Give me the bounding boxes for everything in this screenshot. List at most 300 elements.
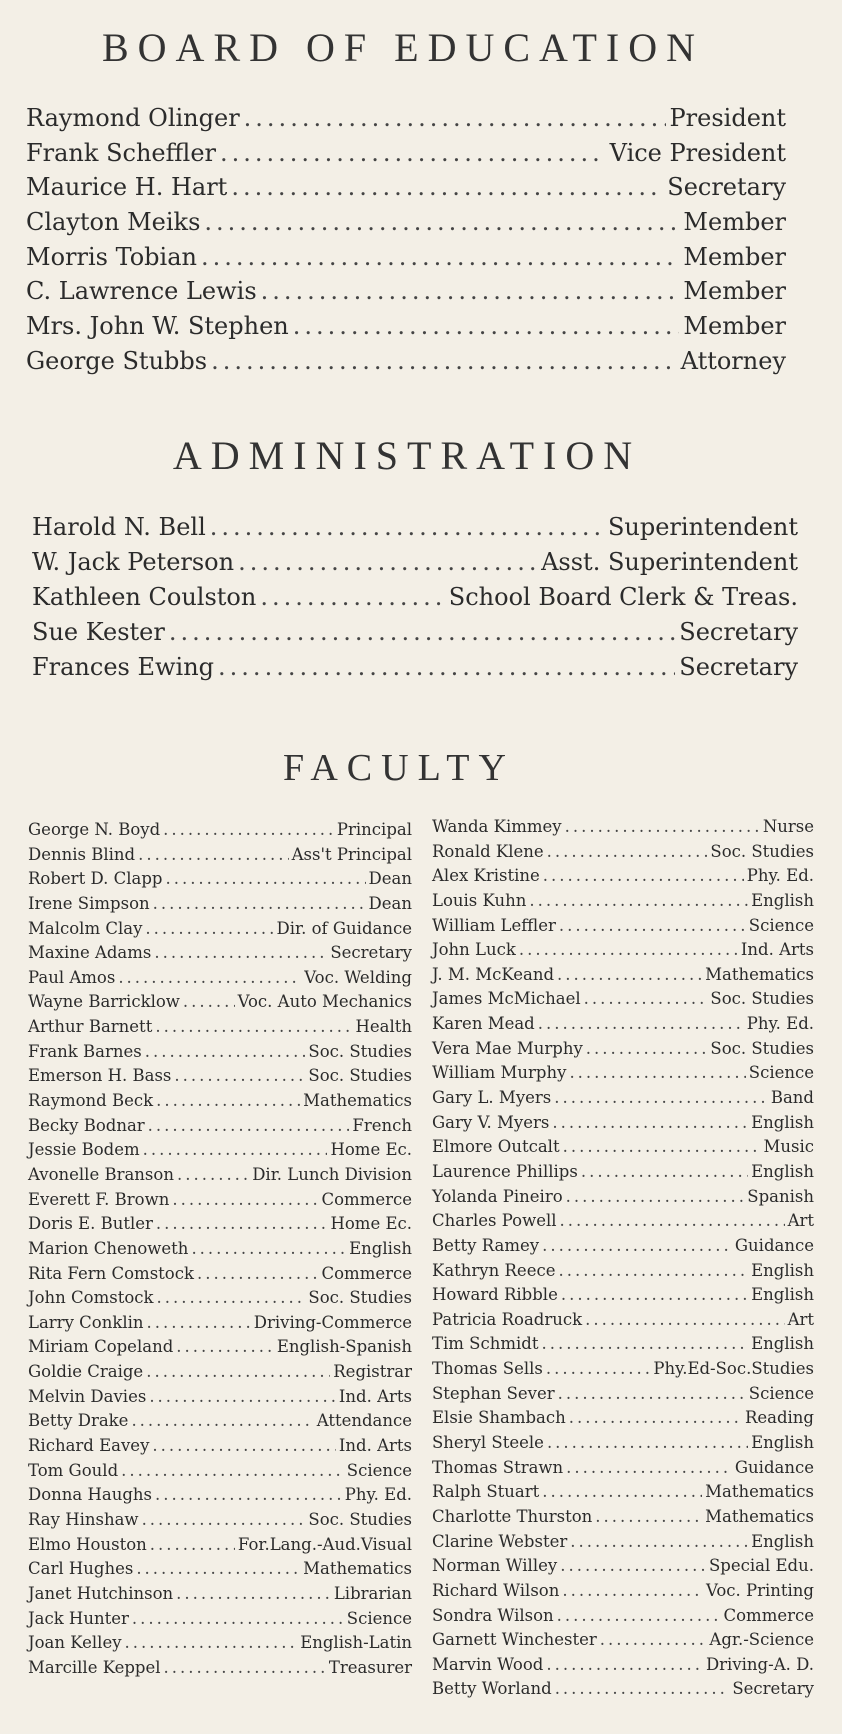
person-name: William Leffler (432, 915, 556, 935)
person-title: Member (683, 277, 786, 306)
dot-leader (557, 1606, 721, 1625)
roster-entry (28, 919, 412, 944)
roster-entry (432, 1630, 814, 1655)
dot-leader (204, 208, 679, 236)
person-title: Art (787, 1309, 814, 1329)
person-title: Phy. Ed. (746, 866, 814, 886)
person-title: Treasurer (328, 1657, 412, 1677)
person-title: Secretary (679, 618, 798, 646)
person-name: Goldie Craige (28, 1362, 144, 1382)
roster-entry (28, 820, 412, 845)
roster-entry (28, 1017, 412, 1042)
roster-entry (28, 845, 412, 870)
person-title: Voc. Printing (705, 1580, 814, 1600)
person-name: Tom Gould (28, 1460, 119, 1480)
person-name: Clayton Meiks (26, 208, 201, 237)
dot-leader (220, 139, 606, 167)
person-name: Dennis Blind (28, 844, 136, 864)
person-title: Mathematics (705, 1506, 814, 1526)
person-name: Irene Simpson (28, 893, 150, 913)
dot-leader (156, 1091, 300, 1110)
dot-leader (581, 1162, 748, 1181)
roster-entry (28, 1485, 412, 1510)
dot-leader (125, 1633, 298, 1652)
dot-leader (138, 845, 289, 864)
roster-entry (28, 1411, 412, 1436)
dot-leader (156, 1214, 328, 1233)
person-name: Betty Drake (28, 1411, 129, 1431)
person-title: Science (346, 1608, 412, 1628)
dot-leader (560, 1556, 706, 1575)
person-title: Commerce (321, 1263, 412, 1283)
person-title: Nurse (762, 817, 814, 836)
roster-entry (432, 1384, 814, 1409)
person-name: Yolanda Pineiro (432, 1186, 563, 1206)
roster-entry (26, 173, 786, 208)
person-title: Mathematics (303, 1559, 412, 1579)
roster-entry (26, 243, 786, 278)
person-title: English (751, 1285, 814, 1305)
roster-entry (28, 1658, 412, 1683)
person-name: J. M. McKeand (432, 964, 555, 984)
person-title: Soc. Studies (308, 1066, 412, 1086)
dot-leader (169, 618, 675, 646)
person-name: Laurence Phillips (432, 1161, 578, 1181)
person-title: Dean (368, 869, 412, 889)
person-name: Sondra Wilson (432, 1605, 554, 1625)
dot-leader (595, 1507, 702, 1526)
person-title: Mathematics (705, 964, 814, 984)
roster-entry (432, 1236, 814, 1261)
roster-entry (432, 1310, 814, 1335)
person-name: Norman Willey (432, 1556, 558, 1576)
dot-leader (154, 943, 327, 962)
person-name: Betty Worland (432, 1679, 552, 1699)
person-name: Emerson H. Bass (28, 1066, 172, 1086)
person-title: Ind. Arts (338, 1436, 412, 1456)
roster-entry (432, 1113, 814, 1138)
person-title: Music (763, 1137, 814, 1157)
person-name: C. Lawrence Lewis (26, 277, 257, 306)
dot-leader (147, 1313, 251, 1332)
dot-leader (519, 940, 738, 959)
person-name: Becky Bodnar (28, 1115, 145, 1135)
roster-entry (432, 1285, 814, 1310)
roster-entry (432, 817, 814, 842)
dot-leader (569, 1408, 742, 1427)
roster-entry (28, 1387, 412, 1412)
person-title: Soc. Studies (308, 1041, 412, 1061)
person-name: Clarine Webster (432, 1531, 568, 1551)
roster-entry (32, 583, 798, 618)
roster-entry (432, 1039, 814, 1064)
person-name: Mrs. John W. Stephen (26, 312, 289, 341)
person-name: Paul Amos (28, 967, 116, 987)
dot-leader (176, 1337, 274, 1356)
roster-entry (432, 1581, 814, 1606)
roster-entry (28, 1165, 412, 1190)
dot-leader (145, 1042, 306, 1061)
roster-entry (432, 1162, 814, 1187)
dot-leader (165, 869, 365, 888)
person-name: George N. Boyd (28, 820, 161, 839)
person-name: Avonelle Branson (28, 1164, 174, 1184)
dot-leader (155, 1485, 342, 1504)
person-title: Health (355, 1017, 412, 1037)
person-title: English (751, 1334, 814, 1354)
person-title: Ind. Arts (338, 1386, 412, 1406)
dot-leader (121, 1461, 344, 1480)
roster-entry (26, 347, 786, 382)
dot-leader (561, 1285, 748, 1304)
person-name: Marion Chenoweth (28, 1238, 189, 1258)
dot-leader (164, 1658, 326, 1677)
dot-leader (600, 1630, 707, 1649)
person-name: John Comstock (28, 1288, 154, 1308)
person-name: Thomas Strawn (432, 1457, 564, 1477)
dot-leader (149, 1387, 336, 1406)
dot-leader (172, 1190, 318, 1209)
dot-leader (563, 1137, 761, 1156)
dot-leader (554, 1088, 768, 1107)
person-title: Principal (336, 820, 412, 839)
dot-leader (569, 1063, 745, 1082)
roster-entry (28, 1140, 412, 1165)
dot-leader (566, 1187, 745, 1206)
person-title: Driving-Commerce (253, 1312, 412, 1332)
roster-entry (28, 1091, 412, 1116)
person-title: Ass't Principal (291, 844, 412, 864)
roster-entry (28, 1066, 412, 1091)
roster-entry (28, 1264, 412, 1289)
person-title: Member (683, 242, 786, 271)
person-title: French (352, 1115, 412, 1135)
person-title: Art (787, 1211, 814, 1231)
person-name: Ralph Stuart (432, 1482, 540, 1502)
roster-entry (28, 1313, 412, 1338)
administration-heading: ADMINISTRATION (172, 433, 642, 478)
roster-entry (28, 1042, 412, 1067)
roster-entry (26, 139, 786, 174)
person-title: Agr.-Science (709, 1630, 814, 1650)
dot-leader (210, 513, 604, 541)
roster-entry (28, 1609, 412, 1634)
roster-entry (432, 1507, 814, 1532)
roster-entry (432, 916, 814, 941)
person-title: Voc. Welding (304, 967, 412, 987)
person-title: Commerce (723, 1605, 814, 1625)
roster-entry (432, 989, 814, 1014)
person-title: English (751, 1433, 814, 1453)
person-name: William Murphy (432, 1063, 567, 1083)
person-title: Dean (368, 893, 412, 913)
person-name: Betty Ramey (432, 1235, 540, 1255)
dot-leader (153, 894, 366, 913)
roster-entry (26, 104, 786, 139)
dot-leader (541, 1334, 748, 1353)
roster-entry (26, 277, 786, 312)
person-title: Member (683, 312, 786, 341)
person-name: Ray Hinshaw (28, 1509, 139, 1529)
person-name: Robert D. Clapp (28, 869, 163, 889)
administration-list (32, 513, 798, 688)
person-name: Thomas Sells (432, 1359, 543, 1379)
roster-entry (432, 842, 814, 867)
roster-entry (26, 208, 786, 243)
person-name: Morris Tobian (26, 242, 197, 271)
person-title: Guidance (734, 1457, 814, 1477)
person-name: Maurice H. Hart (26, 173, 228, 202)
dot-leader (118, 968, 301, 987)
person-name: Larry Conklin (28, 1312, 144, 1332)
roster-entry (28, 1584, 412, 1609)
person-name: Patricia Roadruck (432, 1309, 583, 1329)
dot-leader (557, 965, 702, 984)
person-name: Frank Barnes (28, 1041, 142, 1061)
dot-leader (261, 277, 680, 305)
person-name: Wanda Kimmey (432, 817, 562, 836)
person-name: Elmo Houston (28, 1534, 147, 1554)
dot-leader (542, 1236, 732, 1255)
dot-leader (244, 104, 666, 132)
person-name: Miriam Copeland (28, 1337, 174, 1357)
roster-entry (432, 1556, 814, 1581)
person-title: Secretary (679, 653, 798, 681)
roster-entry (28, 894, 412, 919)
dot-leader (558, 1384, 746, 1403)
person-title: Science (748, 1063, 814, 1083)
person-name: Ronald Klene (432, 841, 544, 861)
person-name: Charlotte Thurston (432, 1506, 593, 1526)
roster-entry (28, 1337, 412, 1362)
person-title: Attorney (680, 346, 786, 375)
dot-leader (538, 1014, 744, 1033)
person-title: Science (346, 1460, 412, 1480)
faculty-list-right (432, 817, 814, 1704)
person-name: John Luck (432, 940, 516, 960)
roster-entry (432, 866, 814, 891)
person-name: Harold N. Bell (32, 513, 206, 541)
roster-entry (432, 1433, 814, 1458)
dot-leader (131, 1411, 313, 1430)
roster-entry (432, 1187, 814, 1212)
person-title: English (751, 1260, 814, 1280)
person-title: Attendance (316, 1411, 412, 1431)
dot-leader (148, 1116, 350, 1135)
dot-leader (238, 548, 537, 576)
person-name: Elmore Outcalt (432, 1137, 560, 1157)
roster-entry (432, 1482, 814, 1507)
person-title: Mathematics (705, 1482, 814, 1502)
dot-leader (174, 1066, 305, 1085)
person-title: Voc. Auto Mechanics (237, 992, 412, 1012)
dot-leader (150, 1535, 235, 1554)
person-name: Joan Kelley (28, 1633, 122, 1653)
person-name: Doris E. Butler (28, 1214, 153, 1234)
person-title: Soc. Studies (308, 1509, 412, 1529)
roster-entry (28, 1239, 412, 1264)
dot-leader (543, 866, 744, 885)
person-name: Sue Kester (32, 618, 165, 646)
person-title: Phy. Ed. (344, 1485, 412, 1505)
person-name: Elsie Shambach (432, 1408, 566, 1428)
person-title: School Board Clerk & Treas. (448, 583, 798, 611)
person-title: Dir. of Guidance (276, 918, 412, 938)
person-title: Soc. Studies (710, 1038, 814, 1058)
roster-entry (28, 1510, 412, 1535)
roster-entry (28, 1559, 412, 1584)
dot-leader (145, 919, 273, 938)
dot-leader (542, 1482, 702, 1501)
person-title: Vice President (609, 138, 786, 167)
roster-entry (432, 1211, 814, 1236)
roster-entry (432, 1606, 814, 1631)
dot-leader (555, 1679, 730, 1698)
person-name: Rita Fern Comstock (28, 1263, 194, 1283)
person-name: Howard Ribble (432, 1285, 558, 1305)
dot-leader (562, 1581, 703, 1600)
roster-entry (28, 943, 412, 968)
person-title: English (751, 1112, 814, 1132)
dot-leader (132, 1609, 344, 1628)
faculty-heading: FACULTY (283, 747, 515, 789)
person-title: English-Latin (300, 1633, 412, 1653)
person-title: Band (770, 1088, 814, 1108)
person-title: Phy. Ed. (746, 1014, 814, 1034)
person-name: Raymond Olinger (26, 104, 240, 132)
person-name: Alex Kristine (432, 866, 540, 886)
roster-entry (432, 1334, 814, 1359)
person-title: Mathematics (303, 1091, 412, 1111)
roster-entry (432, 1655, 814, 1680)
roster-entry (28, 1535, 412, 1560)
person-title: Science (748, 915, 814, 935)
person-title: English (751, 890, 814, 910)
roster-entry (28, 992, 412, 1017)
person-title: Dir. Lunch Division (252, 1164, 412, 1184)
person-name: Jack Hunter (28, 1608, 129, 1628)
person-name: Wayne Barricklow (28, 992, 180, 1012)
person-title: Librarian (333, 1583, 412, 1603)
person-title: For.Lang.-Aud.Visual (237, 1534, 412, 1554)
dot-leader (565, 817, 760, 836)
person-name: Vera Mae Murphy (432, 1038, 583, 1058)
dot-leader (559, 916, 746, 935)
person-name: Jessie Bodem (28, 1140, 140, 1160)
person-title: Home Ec. (330, 1214, 412, 1234)
roster-entry (32, 548, 798, 583)
person-title: Soc. Studies (710, 989, 814, 1009)
person-title: Member (683, 208, 786, 237)
person-name: Stephan Sever (432, 1383, 555, 1403)
roster-entry (432, 1063, 814, 1088)
person-title: English (751, 1161, 814, 1181)
person-name: Tim Schmidt (432, 1334, 539, 1354)
roster-entry (26, 312, 786, 347)
person-title: Phy.Ed-Soc.Studies (653, 1359, 814, 1379)
person-title: Soc. Studies (710, 841, 814, 861)
person-title: Registrar (333, 1362, 412, 1382)
roster-entry (28, 1633, 412, 1658)
dot-leader (177, 1165, 249, 1184)
person-name: Richard Wilson (432, 1580, 560, 1600)
person-name: Arthur Barnett (28, 1017, 153, 1037)
person-title: English (349, 1238, 412, 1258)
person-title: Driving-A. D. (705, 1654, 814, 1674)
dot-leader (157, 1288, 306, 1307)
dot-leader (231, 173, 663, 201)
person-title: President (669, 104, 786, 132)
dot-leader (197, 1264, 319, 1283)
roster-entry (32, 653, 798, 688)
dot-leader (155, 1017, 352, 1036)
person-name: Donna Haughs (28, 1485, 153, 1505)
person-title: Guidance (734, 1235, 814, 1255)
board-list (26, 104, 786, 382)
person-title: Secretary (330, 943, 412, 963)
person-title: Spanish (747, 1186, 814, 1206)
roster-entry (28, 1214, 412, 1239)
person-title: Secretary (732, 1679, 814, 1699)
person-name: Gary L. Myers (432, 1088, 552, 1108)
person-name: Charles Powell (432, 1211, 557, 1231)
roster-entry (28, 1362, 412, 1387)
roster-entry (28, 968, 412, 993)
roster-entry (432, 965, 814, 990)
roster-entry (432, 1408, 814, 1433)
dot-leader (260, 583, 444, 611)
dot-leader (152, 1436, 336, 1455)
dot-leader (566, 1458, 732, 1477)
dot-leader (142, 1510, 306, 1529)
roster-entry (432, 1261, 814, 1286)
roster-entry (432, 1359, 814, 1384)
roster-entry (28, 1190, 412, 1215)
roster-entry (28, 1461, 412, 1486)
person-name: Louis Kuhn (432, 890, 527, 910)
person-name: Kathryn Reece (432, 1260, 556, 1280)
dot-leader (163, 820, 334, 839)
person-title: Special Edu. (709, 1556, 814, 1576)
dot-leader (146, 1362, 330, 1381)
dot-leader (546, 1655, 703, 1674)
person-name: Marcille Keppel (28, 1657, 161, 1677)
dot-leader (560, 1211, 785, 1230)
roster-entry (432, 1137, 814, 1162)
person-title: Superintendent (607, 513, 798, 541)
dot-leader (586, 1039, 708, 1058)
roster-entry (432, 940, 814, 965)
dot-leader (529, 891, 748, 910)
dot-leader (293, 312, 680, 340)
roster-entry (432, 1458, 814, 1483)
roster-entry (432, 1679, 814, 1704)
person-name: Richard Eavey (28, 1436, 150, 1456)
dot-leader (218, 653, 675, 681)
faculty-list-left (28, 820, 412, 1682)
person-title: Asst. Superintendent (541, 548, 798, 576)
dot-leader (547, 1433, 748, 1452)
person-name: Maxine Adams (28, 943, 152, 963)
roster-entry (28, 1288, 412, 1313)
person-name: Karen Mead (432, 1014, 535, 1034)
person-title: Home Ec. (330, 1140, 412, 1160)
roster-entry (28, 1116, 412, 1141)
person-name: Raymond Beck (28, 1091, 154, 1111)
dot-leader (211, 347, 677, 375)
person-title: English-Spanish (276, 1337, 412, 1357)
person-name: Malcolm Clay (28, 918, 143, 938)
